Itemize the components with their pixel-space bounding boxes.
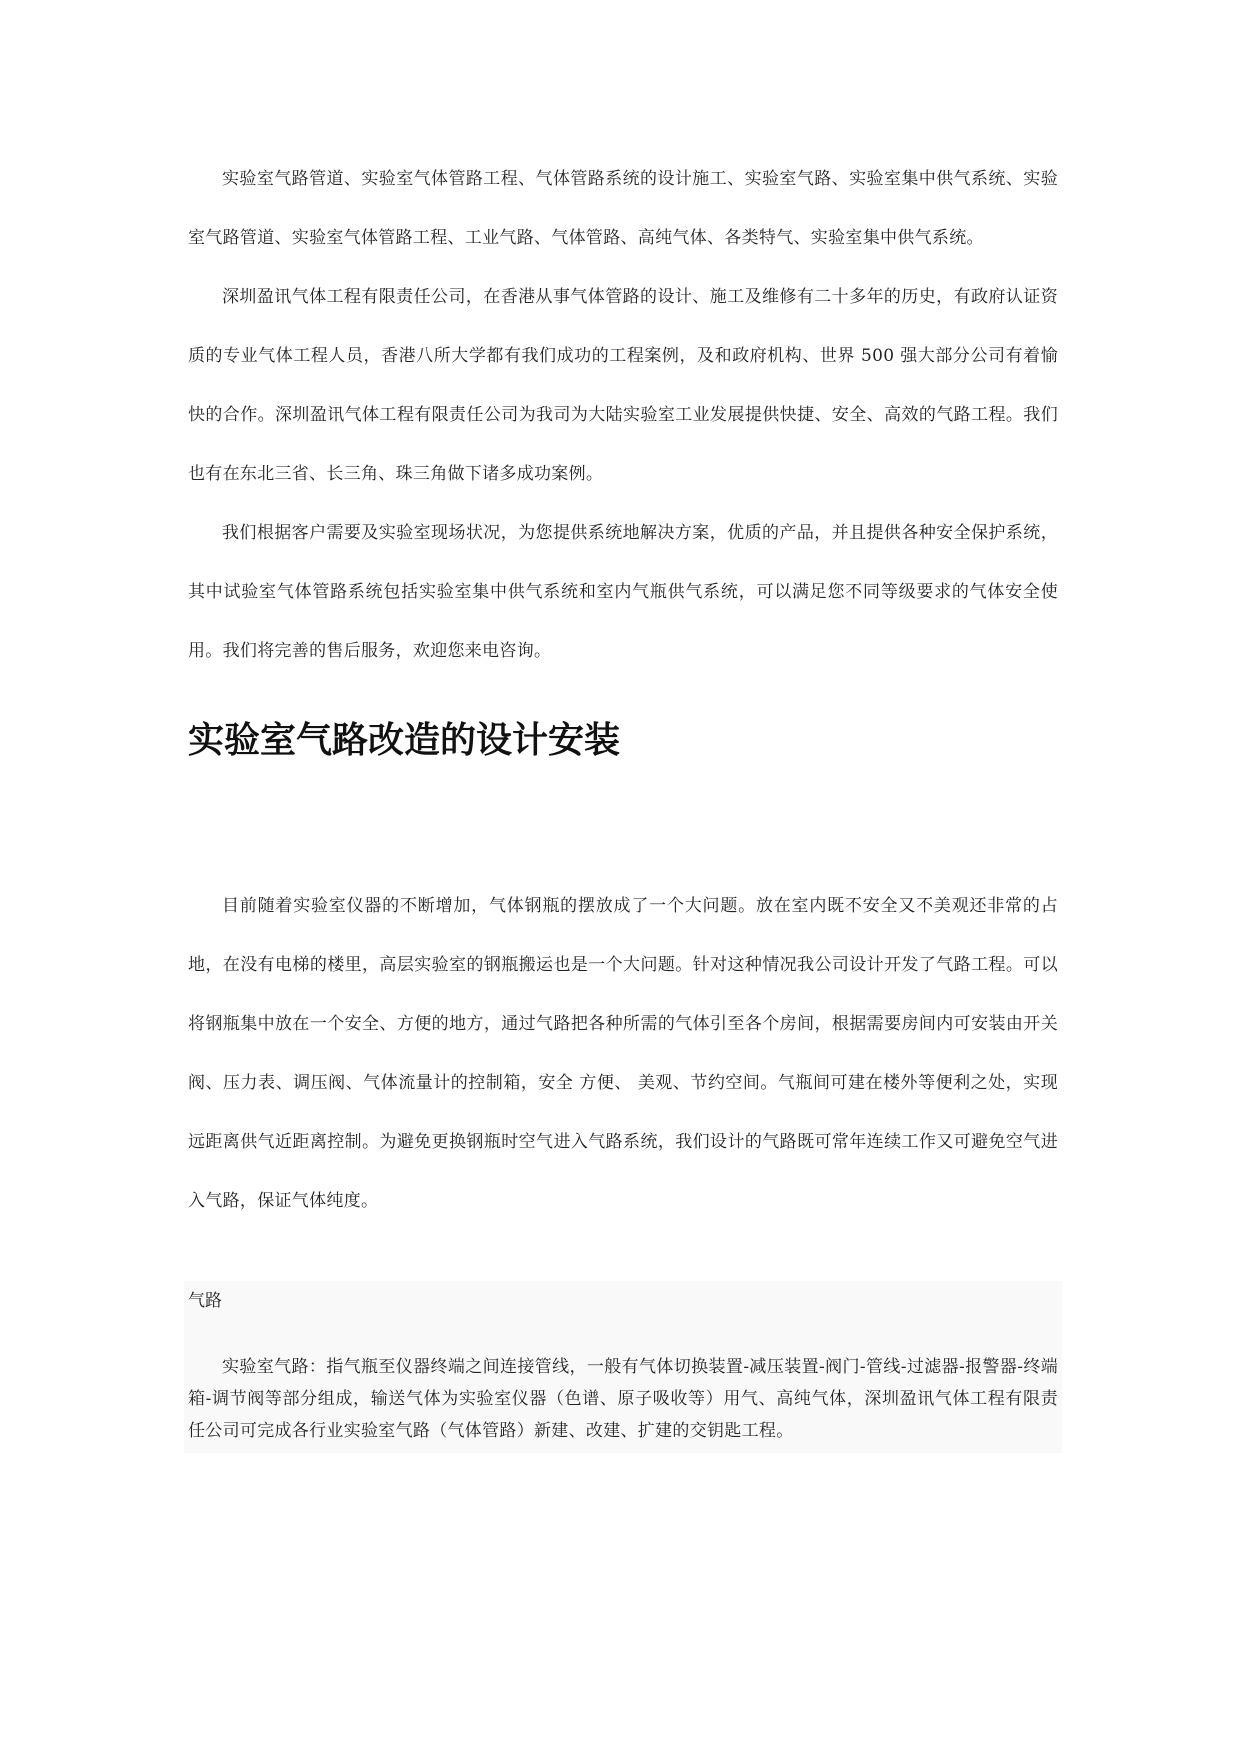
panel-text: 实验室气路：指气瓶至仪器终端之间连接管线，一般有气体切换装置-减压装置-阀门-管线-过滤器-报警器-终端箱-调节阀等部分组成，输送气体为实验室仪器（色谱、原子吸收等）用气、高纯气体，深圳盈讯气体工程有限责任公司可完成各行业实验室气路（气体管路）新建、改建、扩建的交钥匙工程。: [188, 1357, 1058, 1441]
intro-paragraph-3: 我们根据客户需要及实验室现场状况，为您提供系统地解决方案，优质的产品，并且提供各种安全保护系统，其中试验室气体管路系统包括实验室集中供气系统和室内气瓶供气系统，可以满足您不同等级要求的气体安全使用。我们将完善的售后服务，欢迎您来电咨询。: [188, 523, 1058, 661]
intro-paragraph-2: 深圳盈讯气体工程有限责任公司，在香港从事气体管路的设计、施工及维修有二十多年的历史，有政府认证资质的专业气体工程人员，香港八所大学都有我们成功的工程案例，及和政府机构、世界 500 强大部分公司有着愉快的合作。深圳盈讯气体工程有限责任公司为我司为大陆实验室工业发展提供快捷、安全、高效的气路工程。我们也有在东北三省、长三角、珠三角做下诸多成功案例。: [188, 287, 1058, 484]
panel-label: 气路: [188, 1291, 222, 1311]
section-paragraph: 目前随着实验室仪器的不断增加，气体钢瓶的摆放成了一个大问题。放在室内既不安全又不美观还非常的占地，在没有电梯的楼里，高层实验室的钢瓶搬运也是一个大问题。针对这种情况我公司设计开发了气路工程。可以将钢瓶集中放在一个安全、方便的地方，通过气路把各种所需的气体引至各个房间，根据需要房间内可安装由开关阀、压力表、调压阀、气体流量计的控制箱，安全 方便、 美观、节约空间。气瓶间可建在楼外等便利之处，实现远距离供气近距离控制。为避免更换钢瓶时空气进入气路系统，我们设计的气路既可常年连续工作又可避免空气进入气路，保证气体纯度。: [188, 896, 1058, 1211]
section-body: [188, 877, 1058, 1231]
intro-paragraph-1: 实验室气路管道、实验室气体管路工程、气体管路系统的设计施工、实验室气路、实验室集中供气系统、实验室气路管道、实验室气体管路工程、工业气路、气体管路、高纯气体、各类特气、实验室集中供气系统。: [188, 169, 1058, 248]
gas-line-info-panel: [184, 1281, 1062, 1453]
document-page: [188, 150, 1058, 1453]
section-heading: 实验室气路改造的设计安装: [188, 720, 621, 761]
